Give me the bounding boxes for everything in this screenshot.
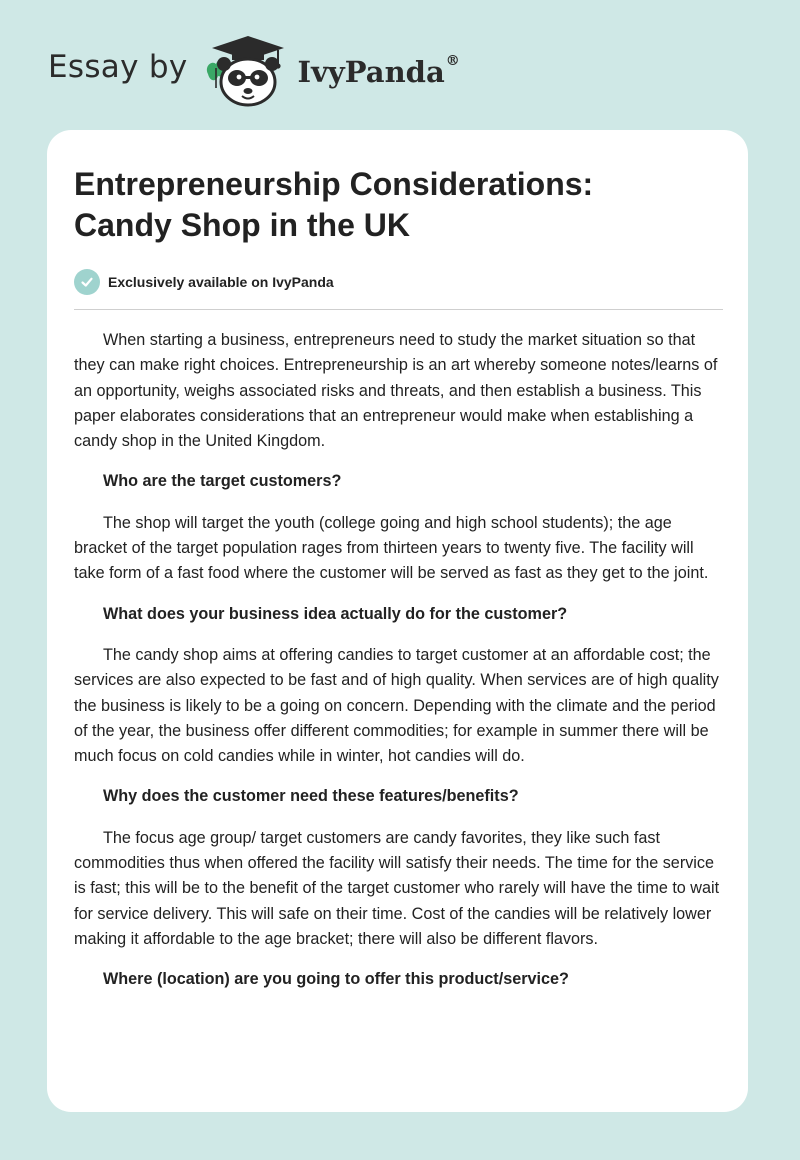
paragraph: When starting a business, entrepreneurs need to study the market situation so that they can make right choices. Entrepreneurship is an art whereby someone notes/learns of an opportunity, weighs associated risks and threats, and then establish a business. This paper elaborates considerations that an entrepreneur would make when establishing a candy shop in the United Kingdom. bbox=[74, 331, 718, 451]
divider bbox=[74, 309, 723, 310]
essay-card bbox=[47, 130, 748, 1112]
paragraph: The candy shop aims at offering candies to target customer at an affordable cost; the services are also expected to be fast and of high quality. When services are of high quality the business is likely to be a going on concern. Depending with the climate and the period of the year, the business offer different commodities; for example in summer there will be much focus on cold candies while in winter, hot candies will do. bbox=[74, 645, 719, 766]
essay-by-label: Essay by bbox=[48, 49, 188, 85]
paragraph: The shop will target the youth (college going and high school students); the age bracket of the target population rages from thirteen years to twenty five. The facility will take form of a fast food where the customer will be served as fast as they get to the joint. bbox=[74, 513, 709, 583]
section-question: What does your business idea actually do for the customer? bbox=[103, 604, 568, 623]
panda-logo-icon[interactable] bbox=[202, 30, 294, 110]
badge-text: Exclusively available on IvyPanda bbox=[108, 274, 334, 290]
site-header bbox=[48, 30, 460, 110]
section-question: Who are the target customers? bbox=[103, 472, 342, 491]
section-question: Why does the customer need these features/benefits? bbox=[103, 787, 519, 806]
check-icon bbox=[74, 269, 100, 295]
exclusive-badge bbox=[74, 267, 721, 297]
section-question: Where (location) are you going to offer this product/service? bbox=[103, 970, 569, 989]
brand-name: IvyPanda® bbox=[297, 53, 460, 89]
page-title: Entrepreneurship Considerations: Candy Shop in the UK bbox=[74, 166, 594, 243]
paragraph: The focus age group/ target customers are candy favorites, they like such fast commodities thus when offered the facility will satisfy their needs. The time for the service is fast; this will be to the benefit of the target customer who rarely will have the time to wait for service delivery. This will safe on their time. Cost of the candies will be relatively lower making it affordable to the age bracket; there will also be different flavors. bbox=[74, 828, 720, 948]
essay-body bbox=[74, 328, 723, 993]
